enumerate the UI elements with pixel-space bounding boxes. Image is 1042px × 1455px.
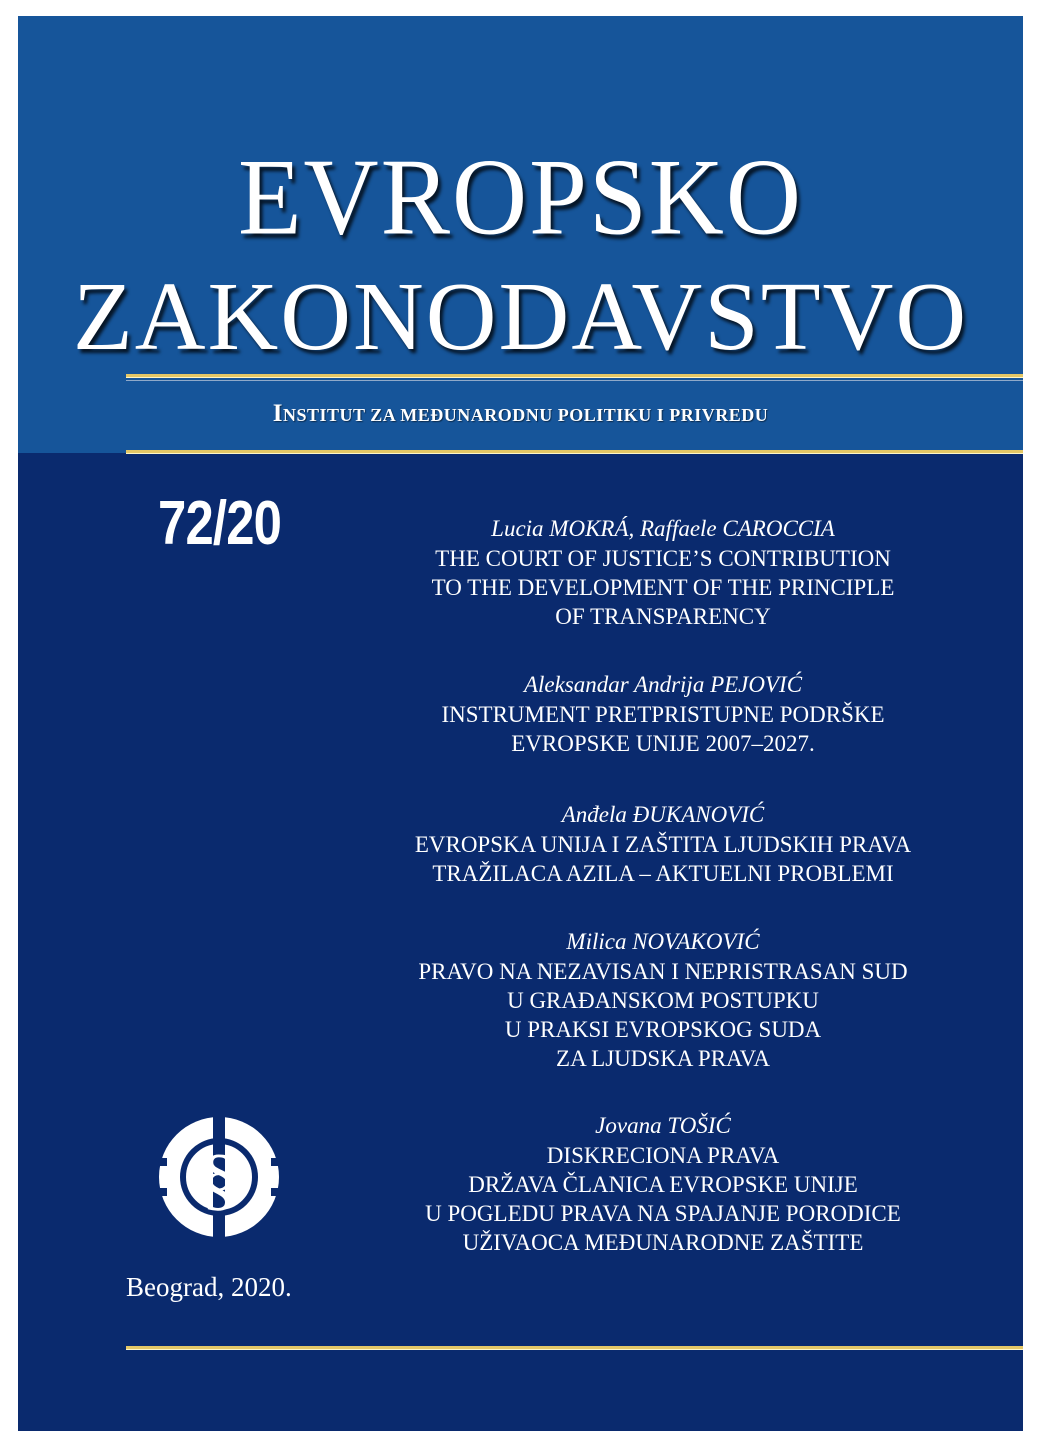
article-title-line: TO THE DEVELOPMENT OF THE PRINCIPLE — [431, 575, 895, 600]
article-author: Aleksandar Andrija PEJOVIĆ — [523, 672, 803, 697]
journal-title-line2: ZAKONODAVSTVO — [72, 263, 969, 371]
article-entry — [378, 800, 948, 888]
gold-rule-middle — [126, 450, 1023, 453]
publisher-rest: NSTITUT ZA MEĐUNARODNU POLITIKU I PRIVREDU — [283, 405, 769, 425]
article-entry — [378, 514, 948, 631]
article-title-line: INSTRUMENT PRETPRISTUPNE PODRŠKE — [441, 702, 885, 727]
article-entry — [378, 1111, 948, 1257]
gold-rule-top — [126, 374, 1023, 377]
journal-title-line1: EVROPSKO — [238, 137, 803, 258]
article-title-line: U POGLEDU PRAVA NA SPAJANJE PORODICE — [425, 1201, 901, 1226]
article-title-line: TRAŽILACA AZILA – AKTUELNI PROBLEMI — [432, 861, 894, 886]
article-title-line: U GRAĐANSKOM POSTUPKU — [507, 988, 819, 1013]
publisher-name — [18, 400, 1023, 428]
article-title-line: DRŽAVA ČLANICA EVROPSKE UNIJE — [468, 1172, 858, 1197]
article-author: Lucia MOKRÁ, Raffaele CAROCCIA — [491, 516, 835, 541]
article-title-line: PRAVO NA NEZAVISAN I NEPRISTRASAN SUD — [418, 959, 908, 984]
publisher-initial: I — [272, 400, 283, 427]
place-and-year: Beograd, 2020. — [126, 1272, 292, 1302]
article-title-line: ZA LJUDSKA PRAVA — [556, 1046, 770, 1071]
article-title-line: EVROPSKA UNIJA I ZAŠTITA LJUDSKIH PRAVA — [414, 832, 912, 857]
article-title-line: THE COURT OF JUSTICE’S CONTRIBUTION — [435, 546, 891, 571]
article-title-line: EVROPSKE UNIJE 2007–2027. — [511, 731, 815, 756]
thin-rule-top — [126, 380, 1023, 381]
article-entry — [378, 927, 948, 1073]
article-author: Jovana TOŠIĆ — [595, 1113, 731, 1138]
gold-rule-bottom — [126, 1346, 1023, 1349]
svg-text:§: § — [201, 1141, 237, 1218]
article-title-line: OF TRANSPARENCY — [555, 604, 771, 629]
article-entry — [378, 670, 948, 758]
section-sign-seal-icon — [153, 1114, 285, 1240]
journal-cover — [18, 16, 1023, 1431]
article-title-line: U PRAKSI EVROPSKOG SUDA — [504, 1017, 822, 1042]
article-title-line: DISKRECIONA PRAVA — [546, 1143, 780, 1168]
table-of-contents — [378, 514, 948, 1257]
article-title-line: UŽIVAOCA MEĐUNARODNE ZAŠTITE — [462, 1230, 864, 1255]
article-author: Milica NOVAKOVIĆ — [566, 929, 760, 954]
article-author: Anđela ĐUKANOVIĆ — [561, 802, 765, 827]
issue-number: 72/20 — [158, 489, 282, 558]
